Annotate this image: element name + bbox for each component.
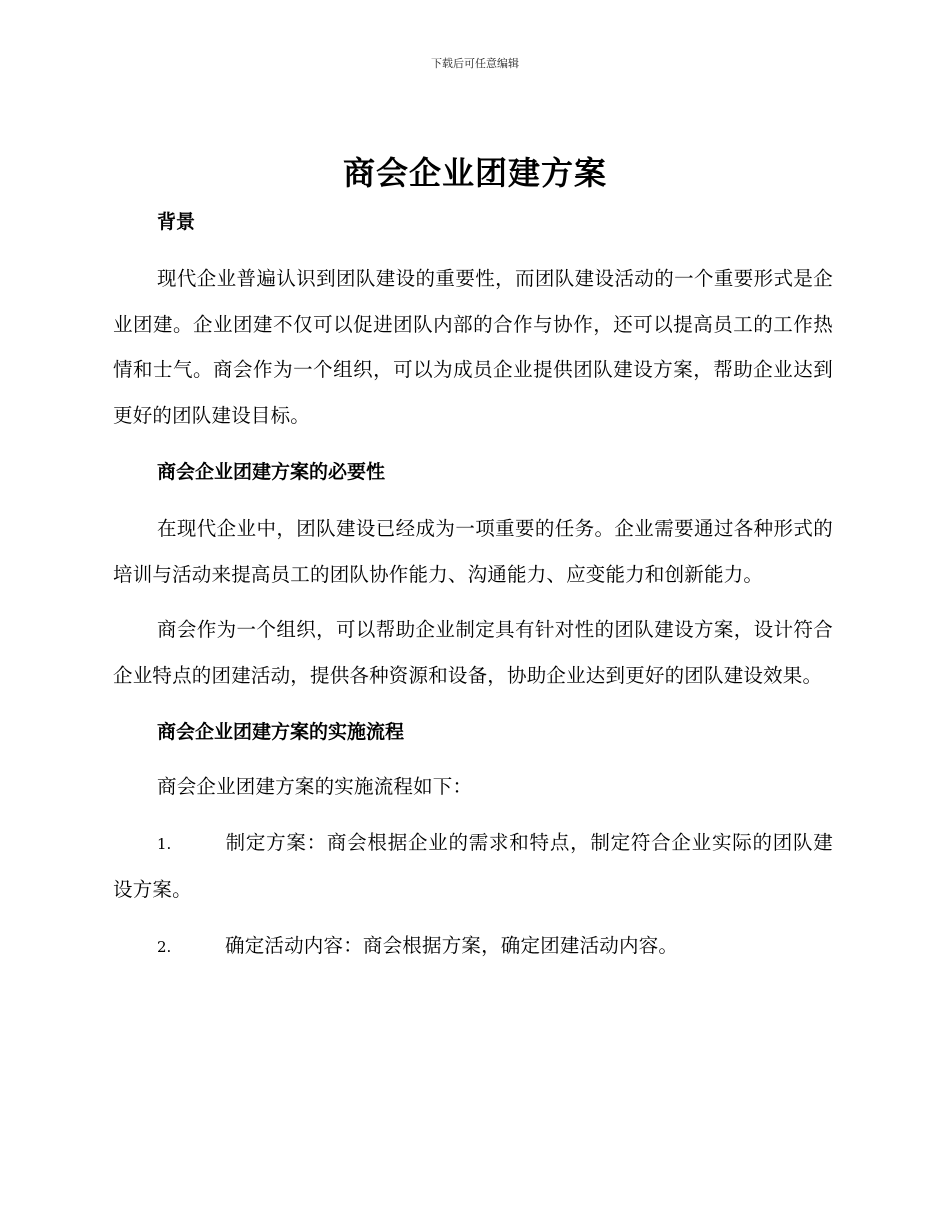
section-heading-necessity: 商会企业团建方案的必要性 [157,461,386,483]
paragraph-necessity-1: 在现代企业中，团队建设已经成为一项重要的任务。企业需要通过各种形式的培训与活动来提高员工的团队协作能力、沟通能力、应变能力和创新能力。 [113,517,833,586]
list-number: 2. [157,937,172,956]
section-heading-process: 商会企业团建方案的实施流程 [157,721,405,743]
header-note: 下载后可任意编辑 [431,57,519,70]
paragraph-background: 现代企业普遍认识到团队建设的重要性，而团队建设活动的一个重要形式是企业团建。企业团建不仅可以促进团队内部的合作与协作，还可以提高员工的工作热情和士气。商会作为一个组织，可以为成员企业提供团队建设方案，帮助企业达到更好的团队建设目标。 [113,267,833,427]
list-item-text: 制定方案：商会根据企业的需求和特点，制定符合企业实际的团队建设方案。 [113,830,833,901]
document-title: 商会企业团建方案 [342,154,607,192]
list-number: 1. [157,834,172,853]
section-heading-background: 背景 [157,211,196,233]
paragraph-process-intro: 商会企业团建方案的实施流程如下： [157,775,473,798]
list-item [113,923,833,971]
list-item [113,820,833,913]
list-item-text: 确定活动内容：商会根据方案，确定团建活动内容。 [225,933,679,957]
document-body [113,200,833,970]
paragraph-necessity-2: 商会作为一个组织，可以帮助企业制定具有针对性的团队建设方案，设计符合企业特点的团建活动，提供各种资源和设备，协助企业达到更好的团队建设效果。 [113,618,833,687]
